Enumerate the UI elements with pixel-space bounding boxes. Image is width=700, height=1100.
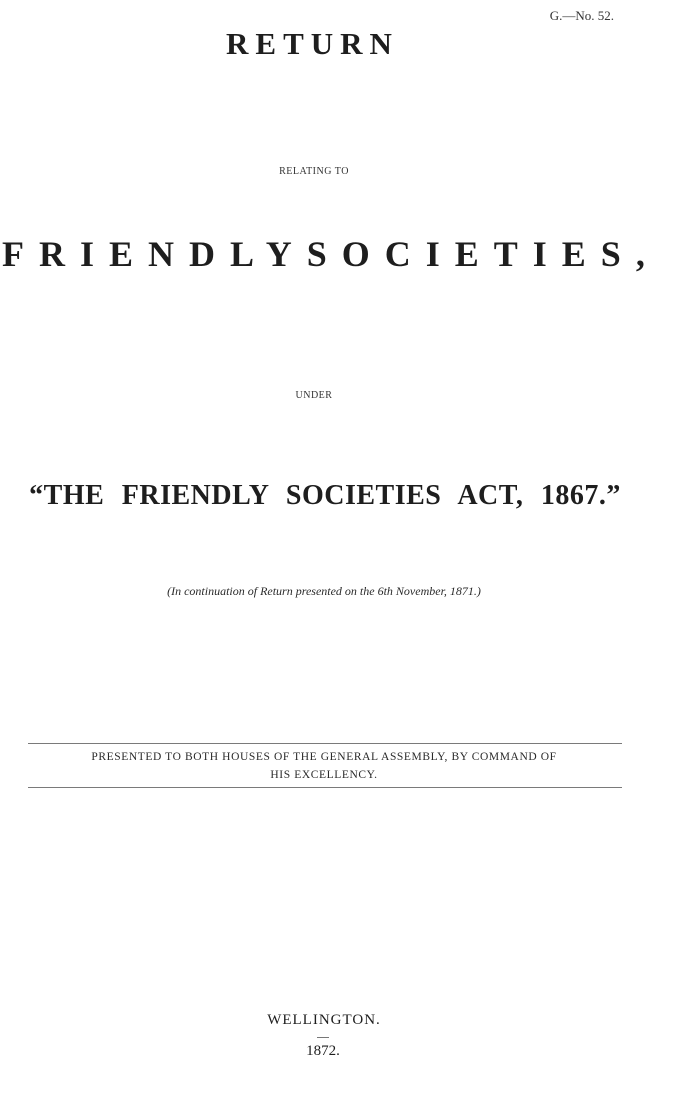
- presented-line-1: PRESENTED TO BOTH HOUSES OF THE GENERAL ASSEMBLY, BY COMMAND OF: [91, 751, 557, 763]
- publication-year: 1872.: [306, 1043, 340, 1059]
- top-divider: [28, 743, 622, 744]
- document-heading: RETURN: [226, 26, 399, 61]
- continuation-note: (In continuation of Return presented on the 6th November, 1871.): [167, 584, 481, 598]
- relating-to-label: RELATING TO: [279, 166, 349, 177]
- presented-statement: [0, 748, 648, 784]
- main-title-word-1: FRIENDLY: [2, 234, 307, 274]
- short-divider: [317, 1037, 329, 1038]
- publication-place: WELLINGTON.: [267, 1012, 381, 1028]
- act-title: “THE FRIENDLY SOCIETIES ACT, 1867.”: [29, 480, 621, 511]
- main-title-word-2: SOCIETIES,: [306, 234, 660, 274]
- main-title: [2, 234, 660, 274]
- under-label: UNDER: [295, 390, 333, 401]
- presented-line-2: HIS EXCELLENCY.: [270, 769, 378, 781]
- document-reference: G.—No. 52.: [549, 8, 614, 23]
- bottom-divider: [28, 787, 622, 788]
